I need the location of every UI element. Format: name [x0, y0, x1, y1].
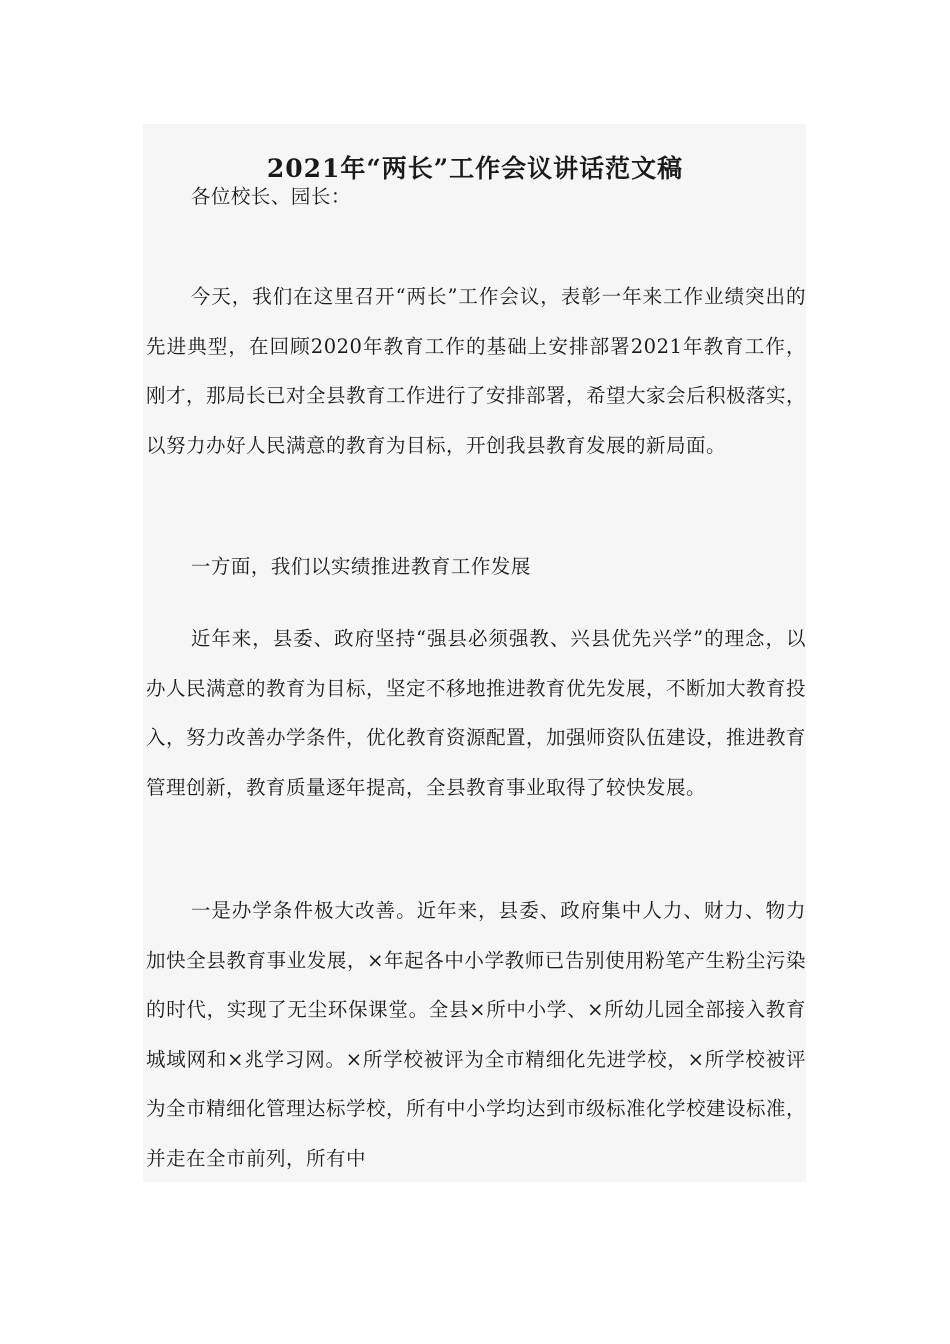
document-title: 2021年“两长”工作会议讲话范文稿 [266, 153, 684, 183]
intro-paragraph: 今天，我们在这里召开“两长”工作会议，表彰一年来工作业绩突出的先进典型，在回顾2020年教育工作的基础上安排部署2021年教育工作，刚才，那局长已对全县教育工作进行了安排部署，希望大家会后积极落实，以努力办好人民满意的教育为目标，开创我县教育发展的新局面。 [146, 285, 806, 457]
point-one-paragraph: 一是办学条件极大改善。近年来，县委、政府集中人力、财力、物力加快全县教育事业发展，×年起各中小学教师已告别使用粉笔产生粉尘污染的时代，实现了无尘环保课堂。全县×所中小学、×所幼儿园全部接入教育城域网和×兆学习网。×所学校被评为全市精细化先进学校，×所学校被评为全市精细化管理达标学校，所有中小学均达到市级标准化学校建设标准，并走在全市前列，所有中 [146, 899, 806, 1170]
recent-years-paragraph: 近年来，县委、政府坚持“强县必须强教、兴县优先兴学”的理念，以办人民满意的教育为目标，坚定不移地推进教育优先发展，不断加大教育投入，努力改善办学条件，优化教育资源配置，加强师资队伍建设，推进教育管理创新，教育质量逐年提高，全县教育事业取得了较快发展。 [146, 627, 806, 799]
greeting-paragraph: 各位校长、园长： [190, 185, 351, 208]
section-heading: 一方面，我们以实绩推进教育工作发展 [190, 555, 531, 578]
